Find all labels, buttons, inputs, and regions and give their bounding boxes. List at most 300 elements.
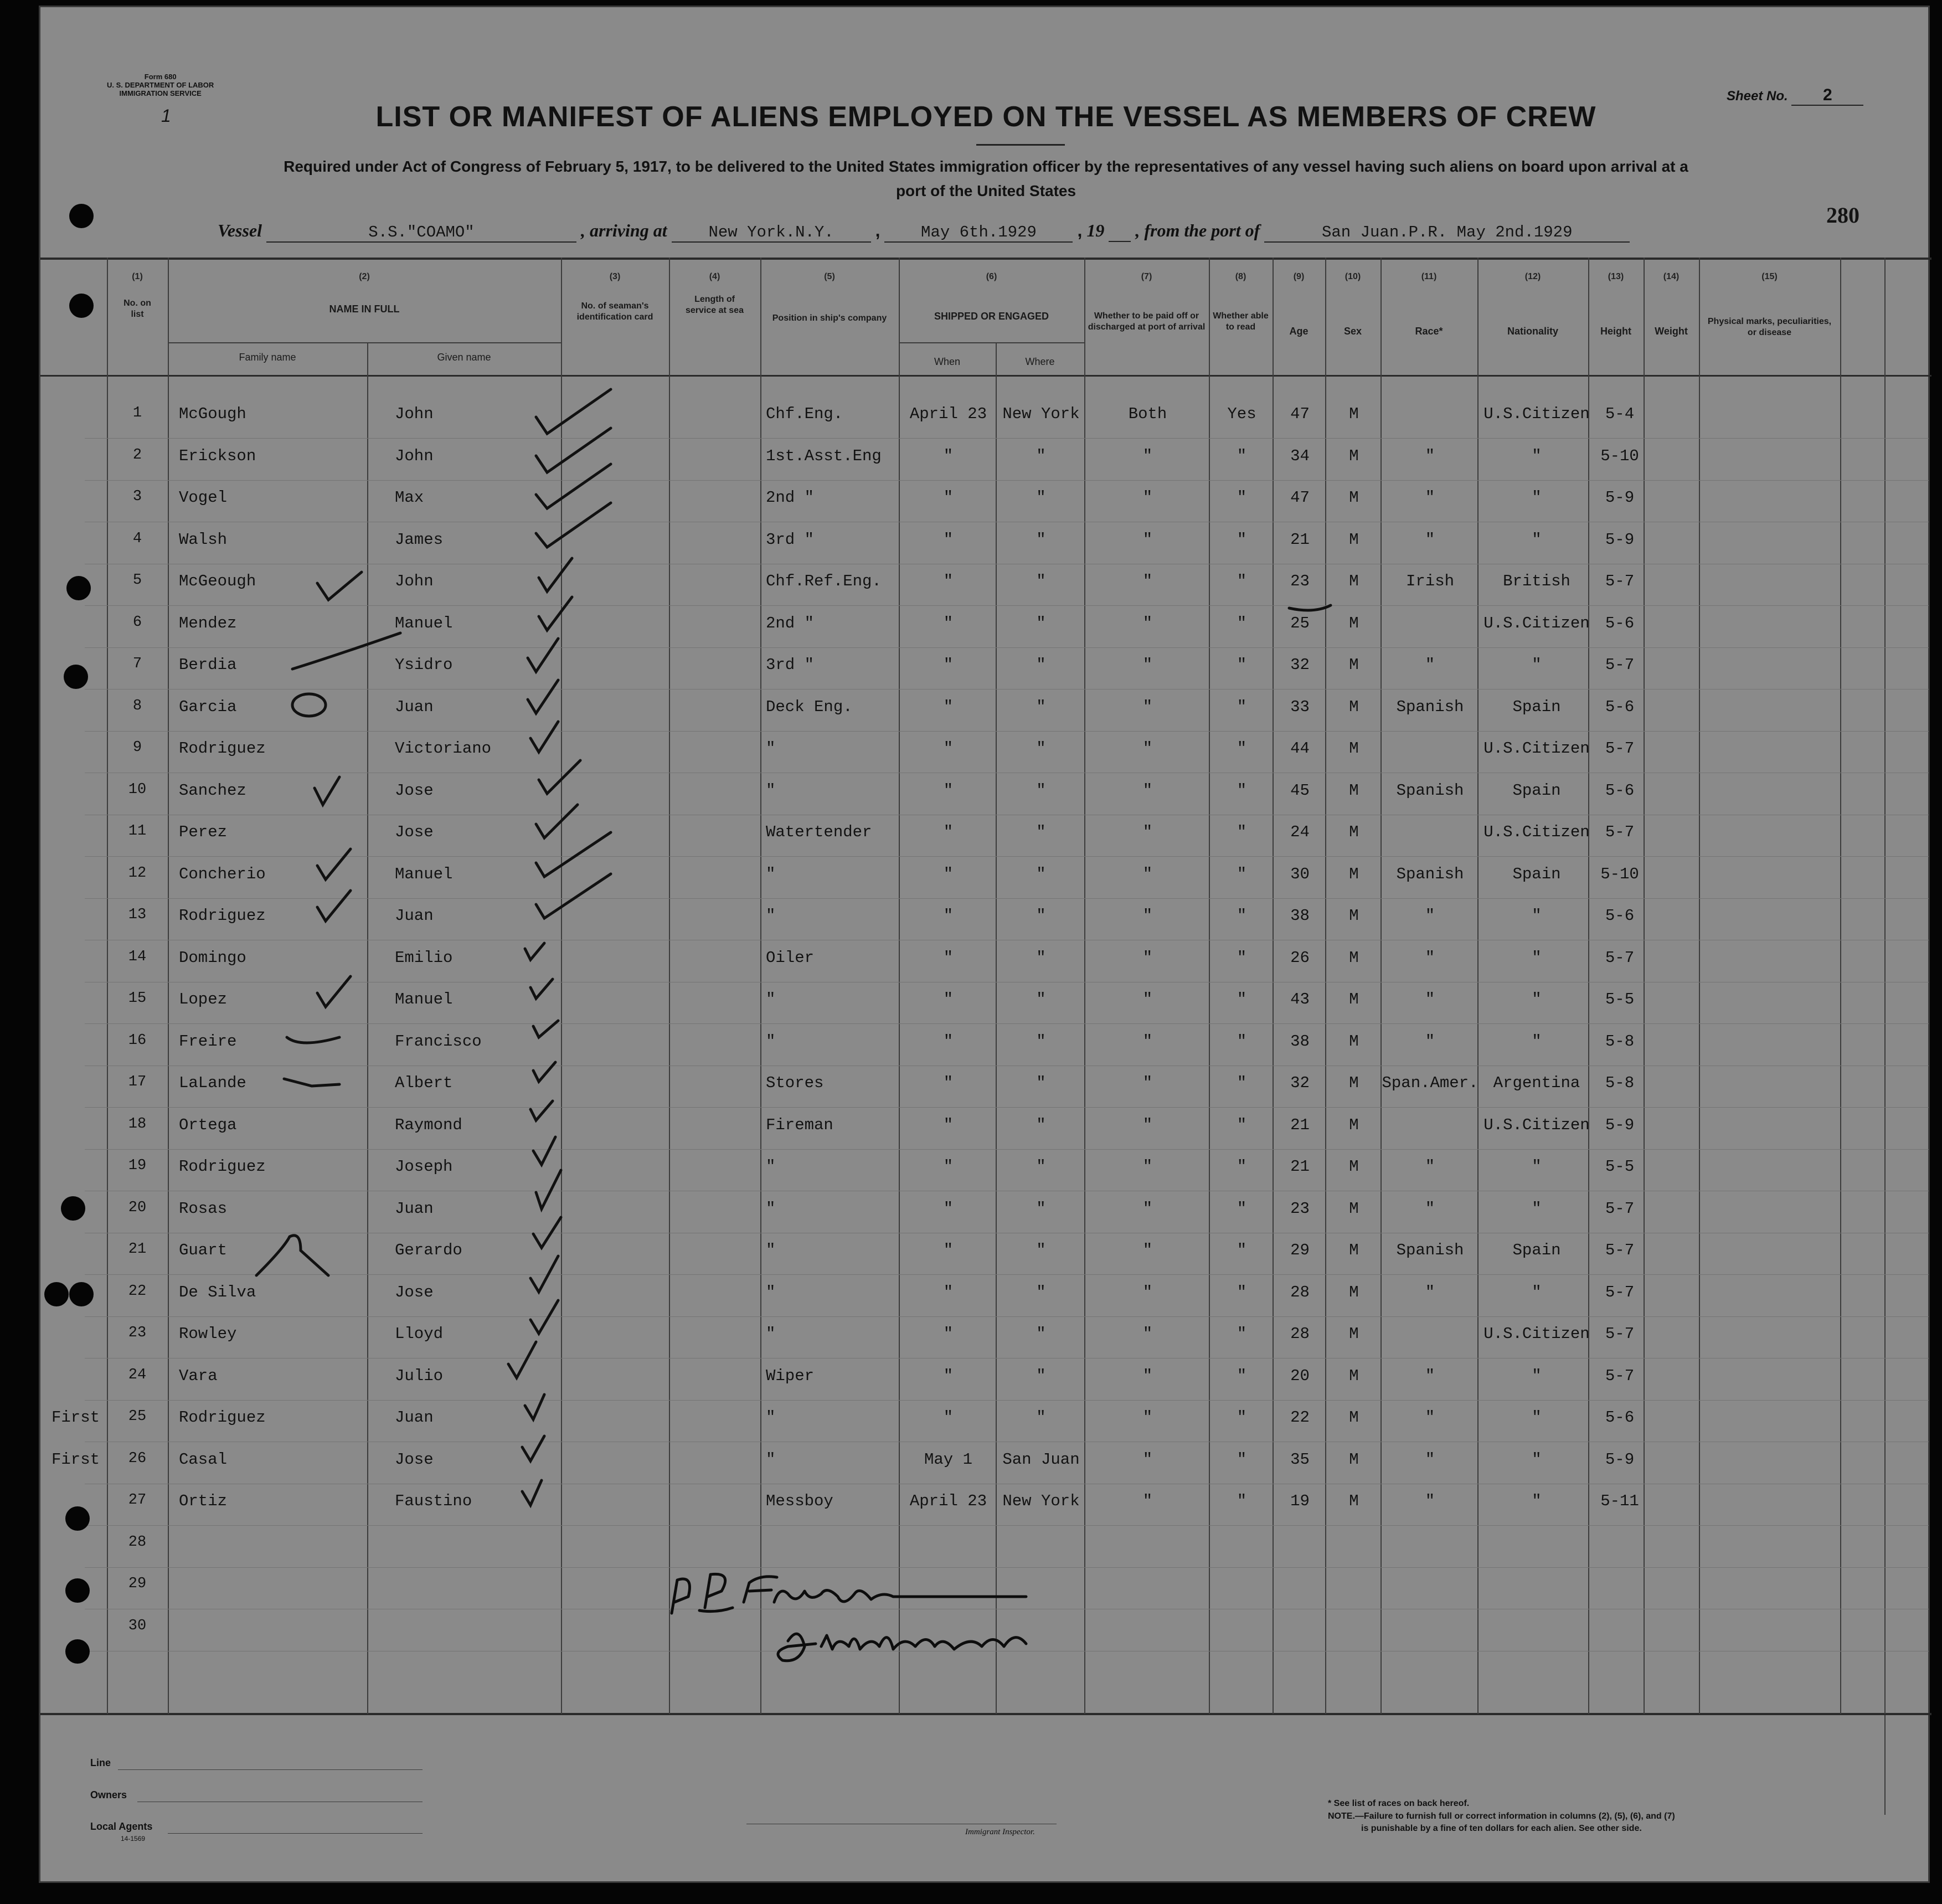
cell-sex: M (1349, 990, 1359, 1008)
cell-height: 5-4 (1605, 405, 1635, 423)
colnum-7: (7) (1141, 272, 1152, 281)
cell-when: " (943, 530, 954, 549)
cell-no: 29 (128, 1576, 147, 1592)
cell-where: New York (1002, 405, 1080, 423)
cell-no: 2 (132, 446, 142, 464)
cell-given: Jose (395, 781, 434, 800)
cell-age: 32 (1290, 1074, 1310, 1092)
cell-where: " (1036, 488, 1046, 507)
binder-hole (69, 294, 94, 318)
cell-race: " (1425, 1408, 1435, 1427)
hdr-where: Where (1025, 356, 1055, 367)
cell-nationality: " (1532, 1366, 1542, 1385)
cell-read: " (1237, 572, 1247, 590)
cell-height: 5-7 (1605, 1366, 1635, 1385)
binder-hole (69, 1282, 94, 1306)
from-label: , from the port of (1135, 220, 1260, 240)
cell-position: Chf.Eng. (766, 405, 843, 423)
cell-race: Span.Amer. (1382, 1074, 1479, 1092)
cell-when: " (943, 990, 954, 1008)
cell-family: Freire (179, 1032, 237, 1051)
note-line-1: NOTE.—Failure to furnish full or correct information in columns (2), (5), (6), and (7) (1328, 1812, 1675, 1821)
cell-read: " (1237, 1450, 1247, 1469)
cell-age: 22 (1290, 1408, 1310, 1427)
cell-position: " (766, 1241, 776, 1259)
footer-owners-label: Owners (90, 1789, 127, 1800)
cell-where: San Juan (1002, 1450, 1080, 1469)
cell-when: " (943, 781, 954, 800)
cell-height: 5-7 (1605, 823, 1635, 841)
colnum-15: (15) (1761, 272, 1778, 281)
cell-no: 22 (128, 1283, 147, 1300)
cell-no: 20 (128, 1199, 147, 1216)
cell-no: 14 (128, 948, 147, 965)
cell-where: " (1036, 781, 1046, 800)
cell-when: " (943, 1283, 954, 1301)
cell-given: Jose (395, 823, 434, 841)
cell-where: " (1036, 446, 1046, 465)
cell-position: 2nd " (766, 488, 815, 507)
cell-read: " (1237, 697, 1247, 716)
cell-sex: M (1349, 864, 1359, 883)
cell-no: 28 (128, 1534, 147, 1551)
cell-position: " (766, 1199, 776, 1218)
cell-paid: " (1142, 1074, 1153, 1092)
colnum-13: (13) (1608, 272, 1624, 281)
cell-paid: " (1142, 1032, 1153, 1051)
hdr-race: Race* (1415, 326, 1443, 337)
cell-nationality: " (1532, 1157, 1542, 1176)
tick-row-27 (522, 1480, 542, 1505)
cell-race: " (1425, 1283, 1435, 1301)
tick-row-5 (539, 558, 572, 591)
cell-sex: M (1349, 1074, 1359, 1092)
comma-2: , (1077, 220, 1083, 240)
tick-row-15 (530, 979, 553, 999)
arriving-label: , arriving at (581, 220, 667, 240)
cell-age: 21 (1290, 1115, 1310, 1134)
cell-no: 1 (132, 405, 142, 421)
cell-read: " (1237, 948, 1247, 967)
hdr-position: Position in ship's company (772, 313, 887, 323)
cell-age: 47 (1290, 405, 1310, 423)
cell-read: " (1237, 990, 1247, 1008)
cell-when: " (943, 1408, 954, 1427)
cell-family: Casal (179, 1450, 228, 1469)
cell-family: Rosas (179, 1199, 228, 1218)
cell-where: " (1036, 614, 1046, 632)
cell-sex: M (1349, 530, 1359, 549)
cell-family: Mendez (179, 614, 237, 632)
cell-height: 5-6 (1605, 614, 1635, 632)
inspector-caption: Immigrant Inspector. (965, 1828, 1035, 1836)
cell-no: 12 (128, 864, 147, 882)
cell-position: Oiler (766, 948, 815, 967)
cell-when: " (943, 697, 954, 716)
cell-height: 5-8 (1605, 1032, 1635, 1051)
cell-sex: M (1349, 1157, 1359, 1176)
cell-height: 5-7 (1605, 656, 1635, 674)
cell-paid: " (1142, 1157, 1153, 1176)
cell-nationality: " (1532, 1283, 1542, 1301)
tick-row-19 (533, 1137, 555, 1165)
cell-given: Juan (395, 1199, 434, 1218)
cell-no: 15 (128, 990, 147, 1007)
cell-given: Faustino (395, 1492, 472, 1510)
cell-race: " (1425, 530, 1435, 549)
cell-nationality: " (1532, 446, 1542, 465)
cell-where: " (1036, 1074, 1046, 1092)
cell-no: 3 (132, 488, 142, 505)
colnum-12: (12) (1524, 272, 1541, 281)
cell-note: First (51, 1408, 100, 1427)
cell-height: 5-9 (1605, 1450, 1635, 1469)
cell-where: " (1036, 739, 1046, 758)
cell-race: " (1425, 1492, 1435, 1510)
colnum-10: (10) (1345, 272, 1361, 281)
cell-sex: M (1349, 1115, 1359, 1134)
arrival-date: May 6th.1929 (884, 223, 1073, 243)
cell-height: 5-6 (1605, 781, 1635, 800)
from-port: San Juan.P.R. May 2nd.1929 (1264, 223, 1630, 243)
cell-no: 8 (132, 697, 142, 714)
cell-sex: M (1349, 1241, 1359, 1259)
cell-read: " (1237, 446, 1247, 465)
cell-nationality: Spain (1512, 697, 1561, 716)
name-mark-7 (292, 633, 400, 669)
cell-when: " (943, 1241, 954, 1259)
cell-when: " (943, 488, 954, 507)
cell-read: " (1237, 864, 1247, 883)
inspector-signature (661, 1569, 1104, 1691)
cell-sex: M (1349, 1325, 1359, 1343)
cell-given: Emilio (395, 948, 453, 967)
tick-row-17 (533, 1062, 555, 1082)
cell-where: " (1036, 1199, 1046, 1218)
cell-position: " (766, 990, 776, 1008)
cell-no: 10 (128, 781, 147, 798)
cell-no: 25 (128, 1408, 147, 1425)
cell-nationality: Spain (1512, 781, 1561, 800)
tick-row-25 (525, 1394, 544, 1419)
cell-race: " (1425, 907, 1435, 925)
cell-age: 20 (1290, 1366, 1310, 1385)
cell-nationality: U.S.Citizen (1483, 405, 1590, 423)
vessel-label: Vessel (218, 220, 262, 240)
cell-family: Concherio (179, 864, 266, 883)
tick-row-9 (530, 722, 558, 752)
cell-age: 38 (1290, 907, 1310, 925)
cell-height: 5-10 (1600, 446, 1639, 465)
cell-race: Spanish (1396, 781, 1464, 800)
cell-no: 6 (132, 614, 142, 631)
cell-age: 45 (1290, 781, 1310, 800)
cell-read: " (1237, 1199, 1247, 1218)
cell-family: Rodriguez (179, 907, 266, 925)
tick-row-8 (528, 680, 558, 713)
hdr-paid-off: Whether to be paid off or discharged at port of arrival (1088, 311, 1206, 332)
hdr-shipped: SHIPPED OR ENGAGED (934, 311, 1049, 322)
cell-age: 19 (1290, 1492, 1310, 1510)
cell-sex: M (1349, 823, 1359, 841)
footer-line-label: Line (90, 1757, 111, 1768)
cell-no: 19 (128, 1157, 147, 1174)
colnum-5: (5) (824, 272, 835, 281)
cell-given: Jose (395, 1450, 434, 1469)
cell-read: " (1237, 823, 1247, 841)
footer-agents-label: Local Agents (90, 1821, 153, 1832)
cell-no: 27 (128, 1492, 147, 1509)
cell-where: " (1036, 656, 1046, 674)
cell-nationality: U.S.Citizen (1483, 1115, 1590, 1134)
cell-family: Vogel (179, 488, 228, 507)
cell-position: " (766, 1032, 776, 1051)
cell-height: 5-5 (1605, 1157, 1635, 1176)
department-label: U. S. DEPARTMENT OF LABOR (107, 81, 214, 89)
cell-family: Perez (179, 823, 228, 841)
cell-position: 3rd " (766, 656, 815, 674)
cell-when: " (943, 1115, 954, 1134)
cell-sex: M (1349, 488, 1359, 507)
cell-given: Manuel (395, 990, 453, 1008)
cell-nationality: Spain (1512, 1241, 1561, 1259)
cell-age: 21 (1290, 530, 1310, 549)
cell-when: May 1 (924, 1450, 972, 1469)
cell-race: " (1425, 990, 1435, 1008)
cell-read: " (1237, 1408, 1247, 1427)
cell-when: " (943, 1366, 954, 1385)
races-note: * See list of races on back hereof. (1328, 1799, 1470, 1808)
cell-family: Lopez (179, 990, 228, 1008)
name-mark-8-circle (292, 694, 326, 716)
cell-given: James (395, 530, 444, 549)
cell-position: Messboy (766, 1492, 833, 1510)
binder-hole (65, 1639, 90, 1664)
cell-nationality: " (1532, 1450, 1542, 1469)
cell-race: " (1425, 948, 1435, 967)
hdr-able-read: Whether able to read (1213, 311, 1269, 332)
cell-no: 24 (128, 1366, 147, 1383)
cell-paid: " (1142, 1199, 1153, 1218)
cell-position: " (766, 781, 776, 800)
cell-nationality: U.S.Citizen (1483, 823, 1590, 841)
cell-read: " (1237, 1157, 1247, 1176)
cell-no: 13 (128, 907, 147, 923)
cell-read: " (1237, 1241, 1247, 1259)
cell-race: " (1425, 1450, 1435, 1469)
hdr-length-service: Length of service at sea (686, 295, 744, 315)
binder-hole (64, 665, 88, 689)
cell-nationality: " (1532, 1032, 1542, 1051)
cell-no: 18 (128, 1115, 147, 1133)
cell-given: John (395, 572, 434, 590)
cell-paid: " (1142, 1283, 1153, 1301)
cell-paid: Both (1128, 405, 1167, 423)
cell-paid: " (1142, 656, 1153, 674)
cell-sex: M (1349, 405, 1359, 423)
hdr-id-card: No. of seaman's identification card (576, 301, 653, 322)
cell-no: 11 (128, 823, 147, 840)
cell-sex: M (1349, 1366, 1359, 1385)
cell-nationality: " (1532, 1492, 1542, 1510)
cell-given: Juan (395, 697, 434, 716)
cell-race: Irish (1405, 572, 1454, 590)
cell-nationality: U.S.Citizen (1483, 739, 1590, 758)
cell-where: " (1036, 990, 1046, 1008)
cell-sex: M (1349, 1450, 1359, 1469)
tick-row-16 (533, 1021, 558, 1037)
binder-hole (65, 1506, 90, 1531)
cell-nationality: " (1532, 488, 1542, 507)
cell-where: " (1036, 1408, 1046, 1427)
cell-sex: M (1349, 656, 1359, 674)
cell-family: Rodriguez (179, 1157, 266, 1176)
cell-age: 23 (1290, 1199, 1310, 1218)
cell-given: Ysidro (395, 656, 453, 674)
page-title: LIST OR MANIFEST OF ALIENS EMPLOYED ON THE VESSEL AS MEMBERS OF CREW (375, 101, 1596, 133)
cell-position: 2nd " (766, 614, 815, 632)
cell-sex: M (1349, 1032, 1359, 1051)
footer-agents-rule (168, 1833, 423, 1834)
cell-position: " (766, 864, 776, 883)
cell-position: Watertender (766, 823, 872, 841)
cell-nationality: " (1532, 656, 1542, 674)
cell-no: 21 (128, 1241, 147, 1258)
name-mark-17 (284, 1079, 339, 1086)
name-mark-12 (317, 849, 351, 879)
cell-given: Raymond (395, 1115, 462, 1134)
cell-when: " (943, 907, 954, 925)
hdr-no-on-list: No. on list (123, 299, 151, 319)
cell-age: 28 (1290, 1325, 1310, 1343)
cell-age: 33 (1290, 697, 1310, 716)
cell-no: 26 (128, 1450, 147, 1467)
tick-row-20 (536, 1170, 561, 1209)
cell-height: 5-7 (1605, 1325, 1635, 1343)
cell-no: 9 (132, 739, 142, 756)
cell-where: " (1036, 1157, 1046, 1176)
colnum-1: (1) (132, 272, 143, 281)
cell-sex: M (1349, 948, 1359, 967)
hdr-sex: Sex (1343, 326, 1362, 337)
cell-paid: " (1142, 530, 1153, 549)
cell-height: 5-7 (1605, 739, 1635, 758)
name-mark-5 (317, 572, 362, 600)
cell-where: " (1036, 864, 1046, 883)
cell-age: 47 (1290, 488, 1310, 507)
cell-nationality: " (1532, 948, 1542, 967)
cell-when: April 23 (909, 1492, 987, 1510)
cell-height: 5-7 (1605, 1199, 1635, 1218)
cell-paid: " (1142, 739, 1153, 758)
hdr-family-name: Family name (239, 352, 296, 363)
tick-row-13 (536, 874, 611, 918)
hdr-nationality: Nationality (1507, 326, 1558, 337)
colnum-11: (11) (1421, 272, 1437, 281)
cell-where: " (1036, 948, 1046, 967)
cell-position: " (766, 1157, 776, 1176)
cell-sex: M (1349, 614, 1359, 632)
cell-position: Deck Eng. (766, 697, 853, 716)
binder-hole (44, 1282, 69, 1306)
cell-no: 30 (128, 1617, 147, 1634)
cell-race: " (1425, 1157, 1435, 1176)
cell-read: " (1237, 614, 1247, 632)
cell-no: 23 (128, 1325, 147, 1341)
cell-position: " (766, 907, 776, 925)
stamp-number: 280 (1826, 203, 1859, 228)
cell-height: 5-7 (1605, 1283, 1635, 1301)
cell-when: " (943, 864, 954, 883)
cell-paid: " (1142, 1325, 1153, 1343)
cell-age: 34 (1290, 446, 1310, 465)
colnum-3: (3) (609, 272, 621, 281)
cell-read: " (1237, 656, 1247, 674)
cell-paid: " (1142, 614, 1153, 632)
cell-when: " (943, 614, 954, 632)
tick-row-23 (530, 1300, 558, 1334)
tick-row-7 (528, 639, 558, 672)
cell-where: " (1036, 1241, 1046, 1259)
cell-given: Albert (395, 1074, 453, 1092)
hdr-physical: Physical marks, peculiarities, or disease (1707, 317, 1832, 337)
cell-nationality: " (1532, 990, 1542, 1008)
cell-when: " (943, 1157, 954, 1176)
cell-where: New York (1002, 1492, 1080, 1510)
tick-row-26 (522, 1436, 544, 1461)
cell-given: Jose (395, 1283, 434, 1301)
cell-paid: " (1142, 948, 1153, 967)
colnum-2: (2) (359, 272, 370, 281)
cell-age: 43 (1290, 990, 1310, 1008)
form-number: Form 680 (144, 73, 177, 81)
cell-height: 5-7 (1605, 1241, 1635, 1259)
cell-age: 29 (1290, 1241, 1310, 1259)
cell-when: " (943, 1074, 954, 1092)
cell-sex: M (1349, 1199, 1359, 1218)
cell-age: 21 (1290, 1157, 1310, 1176)
cell-note: First (51, 1450, 100, 1469)
cell-family: LaLande (179, 1074, 246, 1092)
vessel-name: S.S."COAMO" (266, 223, 576, 243)
colnum-6: (6) (986, 272, 997, 281)
name-mark-21 (256, 1236, 328, 1275)
tick-row-11 (536, 805, 578, 838)
cell-height: 5-11 (1600, 1492, 1639, 1510)
colnum-4: (4) (709, 272, 720, 281)
cell-family: Sanchez (179, 781, 246, 800)
cell-read: " (1237, 1366, 1247, 1385)
binder-hole (69, 204, 94, 228)
cell-read: " (1237, 1325, 1247, 1343)
cell-paid: " (1142, 488, 1153, 507)
cell-sex: M (1349, 907, 1359, 925)
tick-row-1 (536, 389, 611, 434)
cell-given: Francisco (395, 1032, 482, 1051)
cell-race: " (1425, 446, 1435, 465)
cell-where: " (1036, 572, 1046, 590)
cell-height: 5-7 (1605, 572, 1635, 590)
subtitle-line1: Required under Act of Congress of February 5, 1917, to be delivered to the United States immigration officer by the representatives of any vessel having such aliens on board upon arrival at a (284, 158, 1688, 175)
tick-row-12 (536, 832, 611, 877)
cell-age: 32 (1290, 656, 1310, 674)
cell-position: Chf.Ref.Eng. (766, 572, 882, 590)
cell-family: De Silva (179, 1283, 256, 1301)
cell-height: 5-6 (1605, 1408, 1635, 1427)
cell-position: Wiper (766, 1366, 815, 1385)
cell-nationality: " (1532, 1408, 1542, 1427)
tick-row-18 (530, 1101, 553, 1120)
